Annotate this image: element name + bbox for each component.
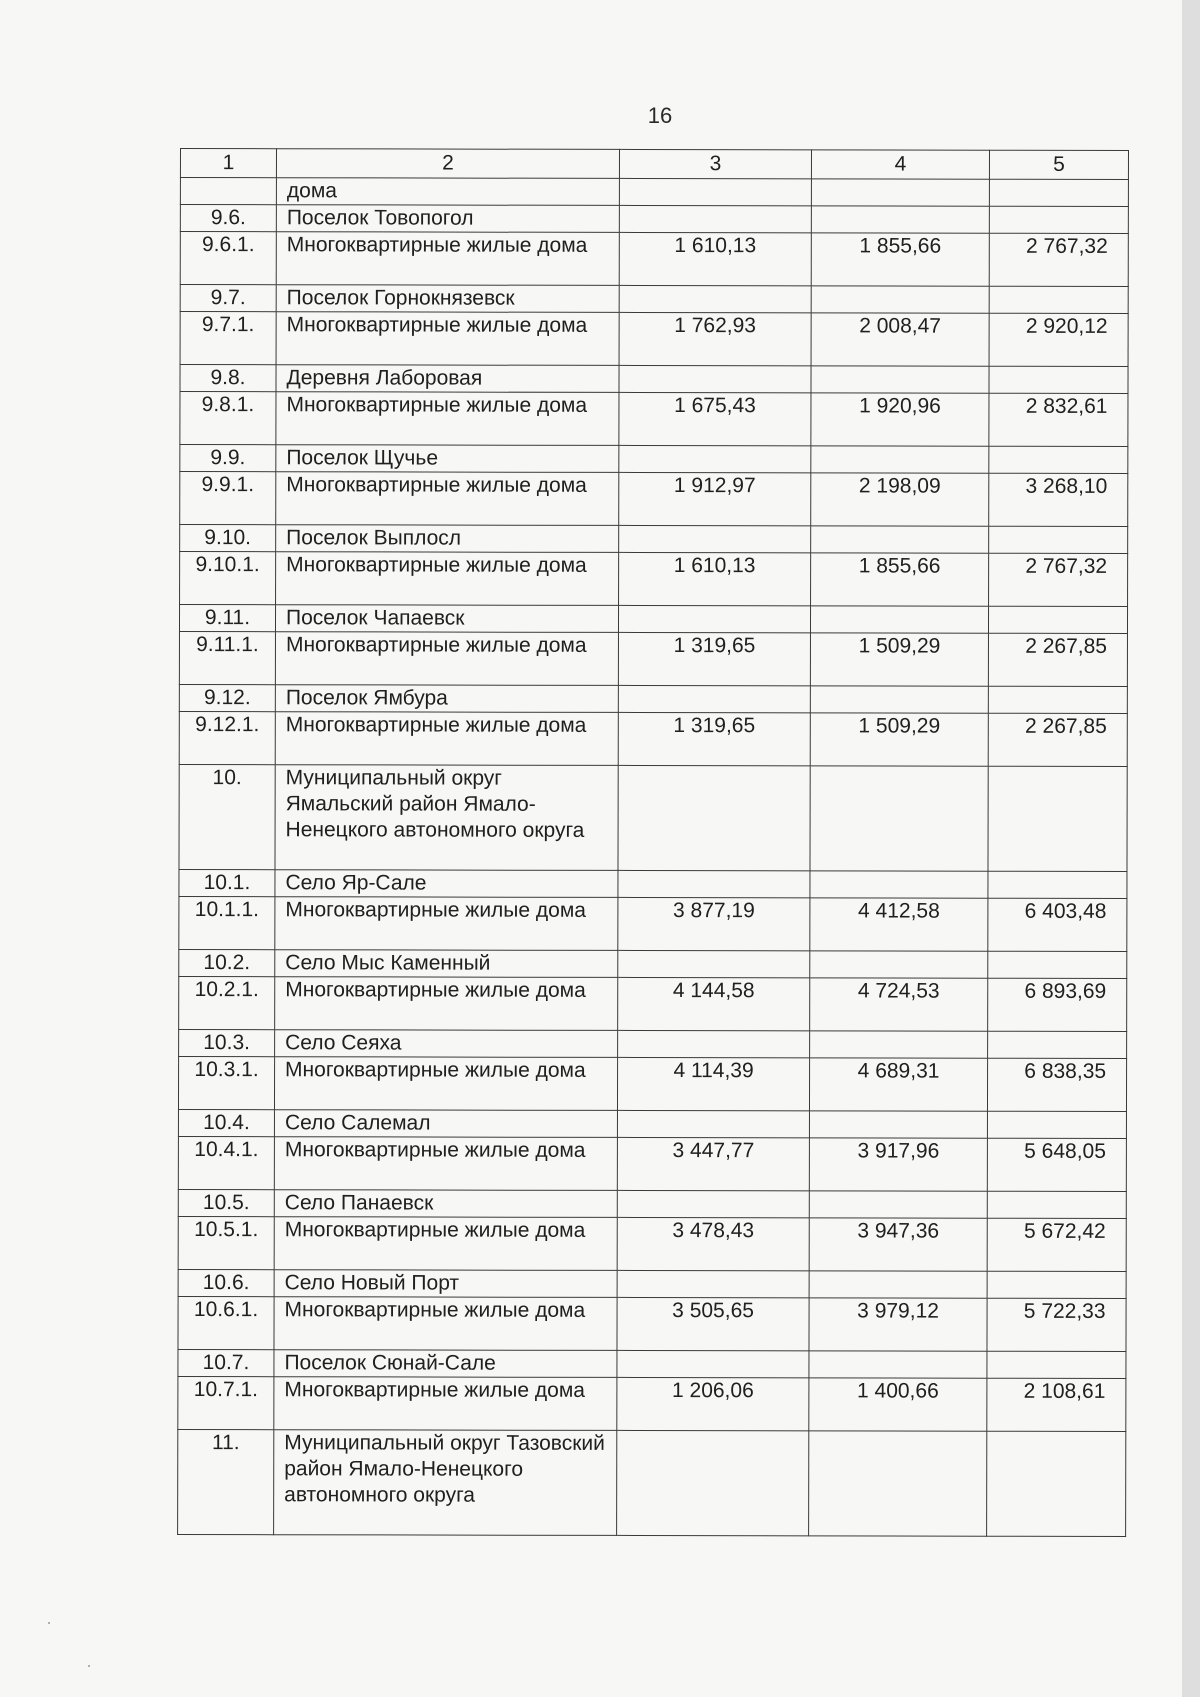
row-number-cell: 10.7.1. — [178, 1376, 274, 1429]
row-value-col-4: 1 920,96 — [811, 393, 989, 446]
row-value-col-3 — [618, 950, 810, 977]
row-value-col-3: 4 114,39 — [617, 1057, 809, 1110]
row-number-cell: 10.5.1. — [178, 1216, 274, 1269]
row-value-col-4: 3 979,12 — [809, 1298, 987, 1351]
row-name-cell: Село Мыс Каменный — [275, 950, 618, 978]
table-row — [180, 445, 1128, 474]
table-header — [180, 149, 1128, 180]
row-name-cell: Многоквартирные жилые дома — [275, 712, 618, 766]
row-value-col-5 — [987, 1111, 1126, 1138]
row-value-col-5 — [987, 1431, 1126, 1536]
row-name-cell: Муниципальный округ Ямальский район Ямало-Ненецкого автономного округа — [275, 765, 618, 871]
table-row — [180, 552, 1128, 607]
table-row — [179, 896, 1127, 951]
table-row — [179, 869, 1127, 898]
row-value-col-5 — [987, 1191, 1126, 1218]
row-number-cell — [180, 178, 276, 205]
row-name-cell: Многоквартирные жилые дома — [274, 1057, 617, 1111]
row-value-col-4 — [810, 766, 988, 871]
row-number-cell: 9.12.1. — [179, 711, 275, 764]
row-name-cell: Муниципальный округ Тазовский район Ямало-Ненецкого автономного округа — [274, 1430, 617, 1536]
header-row — [180, 149, 1128, 180]
row-number-cell: 10.4. — [178, 1109, 274, 1136]
table-row — [178, 1269, 1126, 1298]
row-value-col-5: 3 268,10 — [989, 473, 1128, 526]
row-number-cell: 10.7. — [178, 1349, 274, 1376]
row-value-col-4: 1 400,66 — [809, 1378, 987, 1431]
row-value-col-3 — [619, 285, 811, 312]
row-value-col-5 — [988, 766, 1127, 871]
row-value-col-4 — [811, 446, 989, 473]
row-value-col-3: 1 319,65 — [618, 632, 810, 685]
header-col-3: 3 — [619, 149, 811, 178]
row-number-cell: 10.3. — [179, 1029, 275, 1056]
row-name-cell: Многоквартирные жилые дома — [276, 392, 619, 446]
row-value-col-4: 1 509,29 — [810, 713, 988, 766]
row-value-col-4 — [809, 1431, 987, 1536]
row-number-cell: 10.1.1. — [179, 896, 275, 949]
row-value-col-5: 5 672,42 — [987, 1218, 1126, 1271]
row-value-col-3: 1 912,97 — [619, 472, 811, 525]
row-value-col-5 — [989, 366, 1128, 393]
row-value-col-4 — [810, 951, 988, 978]
table-row — [178, 1349, 1126, 1378]
row-value-col-4 — [809, 1111, 987, 1138]
row-value-col-4 — [810, 686, 988, 713]
table-row — [179, 684, 1127, 713]
scan-speck — [88, 1665, 90, 1667]
row-value-col-4 — [810, 1031, 988, 1058]
table-row — [179, 711, 1127, 766]
table-row — [179, 1029, 1127, 1058]
row-name-cell: Поселок Ямбура — [275, 685, 618, 713]
row-value-col-4: 4 412,58 — [810, 898, 988, 951]
page-number: 16 — [647, 103, 673, 128]
row-value-col-4: 3 947,36 — [809, 1218, 987, 1271]
row-value-col-4: 2 198,09 — [811, 473, 989, 526]
row-value-col-5 — [988, 951, 1127, 978]
row-name-cell: Село Яр-Сале — [275, 870, 618, 898]
row-value-col-5: 6 893,69 — [988, 978, 1127, 1031]
row-name-cell: Многоквартирные жилые дома — [275, 977, 618, 1031]
row-value-col-5 — [988, 686, 1127, 713]
table-row — [179, 764, 1127, 871]
row-number-cell: 10.6. — [178, 1269, 274, 1296]
row-value-col-3: 1 610,13 — [619, 232, 811, 285]
row-value-col-3: 1 206,06 — [617, 1377, 809, 1430]
row-value-col-4: 1 509,29 — [810, 633, 988, 686]
row-value-col-3: 3 877,19 — [618, 897, 810, 950]
row-value-col-3: 1 319,65 — [618, 712, 810, 765]
table-row — [178, 1056, 1126, 1111]
row-number-cell: 9.7. — [180, 285, 276, 312]
row-value-col-4 — [811, 179, 989, 206]
row-name-cell: Многоквартирные жилые дома — [274, 1377, 617, 1431]
table-row — [178, 1189, 1126, 1218]
row-name-cell: Село Сеяха — [275, 1030, 618, 1058]
table-row — [180, 472, 1128, 527]
table-row — [180, 392, 1128, 447]
row-value-col-5 — [987, 1351, 1126, 1378]
row-number-cell: 9.6.1. — [180, 232, 276, 285]
header-col-5: 5 — [989, 150, 1128, 179]
row-name-cell: Многоквартирные жилые дома — [276, 472, 619, 526]
row-name-cell: Многоквартирные жилые дома — [275, 897, 618, 951]
row-value-col-4: 4 689,31 — [809, 1058, 987, 1111]
table-row — [180, 285, 1128, 314]
row-value-col-3 — [619, 525, 811, 552]
row-name-cell: Поселок Горнокнязевск — [276, 285, 619, 313]
table-row — [178, 1296, 1126, 1351]
table-row — [180, 205, 1128, 234]
row-value-col-3 — [617, 1270, 809, 1297]
row-value-col-5 — [989, 526, 1128, 553]
row-value-col-3 — [617, 1190, 809, 1217]
row-name-cell: Многоквартирные жилые дома — [275, 632, 618, 686]
table-body — [178, 178, 1129, 1537]
row-value-col-3 — [619, 178, 811, 205]
row-name-cell: Село Панаевск — [274, 1190, 617, 1218]
tariff-table — [177, 148, 1129, 1537]
row-value-col-5: 2 267,85 — [988, 633, 1127, 686]
row-value-col-4: 3 917,96 — [809, 1138, 987, 1191]
row-value-col-3: 3 447,77 — [617, 1137, 809, 1190]
row-value-col-4 — [809, 1271, 987, 1298]
table-row — [179, 605, 1127, 634]
row-name-cell: Село Салемал — [274, 1110, 617, 1138]
row-number-cell: 10.2.1. — [179, 976, 275, 1029]
row-value-col-5: 6 403,48 — [988, 898, 1127, 951]
scan-speck — [48, 1622, 50, 1624]
row-value-col-4: 4 724,53 — [810, 978, 988, 1031]
row-value-col-5: 5 722,33 — [987, 1298, 1126, 1351]
row-value-col-4 — [809, 1351, 987, 1378]
row-value-col-4 — [809, 1191, 987, 1218]
row-name-cell: дома — [276, 178, 619, 206]
row-value-col-5: 2 767,32 — [989, 553, 1128, 606]
header-col-1: 1 — [180, 149, 276, 178]
row-value-col-5: 2 920,12 — [989, 313, 1128, 366]
row-number-cell: 10.4.1. — [178, 1136, 274, 1189]
row-value-col-3 — [618, 605, 810, 632]
row-value-col-5 — [989, 446, 1128, 473]
row-value-col-3 — [617, 1350, 809, 1377]
row-value-col-4 — [811, 526, 989, 553]
row-number-cell: 9.11. — [179, 605, 275, 632]
row-value-col-3 — [619, 365, 811, 392]
table-row — [180, 232, 1128, 287]
row-name-cell: Поселок Щучье — [276, 445, 619, 473]
row-name-cell: Многоквартирные жилые дома — [276, 552, 619, 606]
row-name-cell: Село Новый Порт — [274, 1270, 617, 1298]
row-value-col-3 — [617, 1110, 809, 1137]
row-name-cell: Многоквартирные жилые дома — [276, 232, 619, 286]
table-row — [180, 178, 1128, 207]
row-value-col-3 — [618, 870, 810, 897]
row-value-col-5 — [989, 179, 1128, 206]
row-number-cell: 9.9.1. — [180, 472, 276, 525]
row-number-cell: 9.11.1. — [179, 632, 275, 685]
row-value-col-5: 2 267,85 — [988, 713, 1127, 766]
row-number-cell: 9.8.1. — [180, 392, 276, 445]
row-value-col-4: 1 855,66 — [811, 233, 989, 286]
row-value-col-4: 2 008,47 — [811, 313, 989, 366]
row-name-cell: Многоквартирные жилые дома — [274, 1297, 617, 1351]
table-row — [180, 365, 1128, 394]
row-number-cell: 10.1. — [179, 869, 275, 896]
row-number-cell: 10.5. — [178, 1189, 274, 1216]
row-value-col-3: 3 505,65 — [617, 1297, 809, 1350]
row-number-cell: 9.10. — [180, 525, 276, 552]
row-value-col-4 — [811, 366, 989, 393]
row-value-col-3 — [618, 685, 810, 712]
row-value-col-4 — [811, 286, 989, 313]
row-value-col-3: 1 762,93 — [619, 312, 811, 365]
row-name-cell: Деревня Лаборовая — [276, 365, 619, 393]
row-value-col-3: 1 675,43 — [619, 392, 811, 445]
row-number-cell: 10.3.1. — [178, 1056, 274, 1109]
row-number-cell: 10. — [179, 764, 275, 869]
row-number-cell: 9.7.1. — [180, 312, 276, 365]
row-value-col-3 — [618, 1030, 810, 1057]
row-name-cell: Поселок Выплосл — [276, 525, 619, 553]
row-value-col-3: 1 610,13 — [619, 552, 811, 605]
row-name-cell: Поселок Товопогол — [276, 205, 619, 233]
row-value-col-5: 6 838,35 — [987, 1058, 1126, 1111]
row-value-col-4: 1 855,66 — [811, 553, 989, 606]
table-row — [179, 976, 1127, 1031]
row-number-cell: 10.6.1. — [178, 1296, 274, 1349]
row-value-col-4 — [811, 206, 989, 233]
header-col-4: 4 — [811, 150, 989, 179]
row-name-cell: Поселок Сюнай-Сале — [274, 1350, 617, 1378]
row-value-col-3: 3 478,43 — [617, 1217, 809, 1270]
row-number-cell: 9.9. — [180, 445, 276, 472]
row-number-cell: 11. — [178, 1429, 274, 1534]
table-row — [178, 1109, 1126, 1138]
row-value-col-5: 5 648,05 — [987, 1138, 1126, 1191]
tariff-table-container — [177, 148, 1128, 1537]
row-value-col-5: 2 108,61 — [987, 1378, 1126, 1431]
header-col-2: 2 — [276, 149, 619, 179]
table-row — [178, 1429, 1126, 1536]
row-value-col-4 — [810, 606, 988, 633]
row-value-col-5 — [988, 871, 1127, 898]
table-row — [178, 1136, 1126, 1191]
row-value-col-5: 2 832,61 — [989, 393, 1128, 446]
row-value-col-3 — [619, 205, 811, 232]
row-value-col-5 — [989, 206, 1128, 233]
table-row — [180, 312, 1128, 367]
row-number-cell: 9.12. — [179, 684, 275, 711]
row-number-cell: 9.8. — [180, 365, 276, 392]
row-name-cell: Многоквартирные жилые дома — [274, 1137, 617, 1191]
row-name-cell: Многоквартирные жилые дома — [276, 312, 619, 366]
table-row — [178, 1376, 1126, 1431]
row-value-col-5 — [988, 1031, 1127, 1058]
table-row — [179, 632, 1127, 687]
row-value-col-4 — [810, 871, 988, 898]
row-name-cell: Многоквартирные жилые дома — [274, 1217, 617, 1271]
table-row — [180, 525, 1128, 554]
row-value-col-3 — [619, 445, 811, 472]
row-number-cell: 9.6. — [180, 205, 276, 232]
row-value-col-5 — [987, 1271, 1126, 1298]
row-value-col-3: 4 144,58 — [618, 977, 810, 1030]
table-row — [178, 1216, 1126, 1271]
row-number-cell: 10.2. — [179, 949, 275, 976]
row-value-col-3 — [617, 1430, 809, 1535]
row-value-col-3 — [618, 765, 810, 870]
table-row — [179, 949, 1127, 978]
row-value-col-5: 2 767,32 — [989, 233, 1128, 286]
row-number-cell: 9.10.1. — [180, 552, 276, 605]
row-name-cell: Поселок Чапаевск — [275, 605, 618, 633]
row-value-col-5 — [989, 286, 1128, 313]
row-value-col-5 — [988, 606, 1127, 633]
